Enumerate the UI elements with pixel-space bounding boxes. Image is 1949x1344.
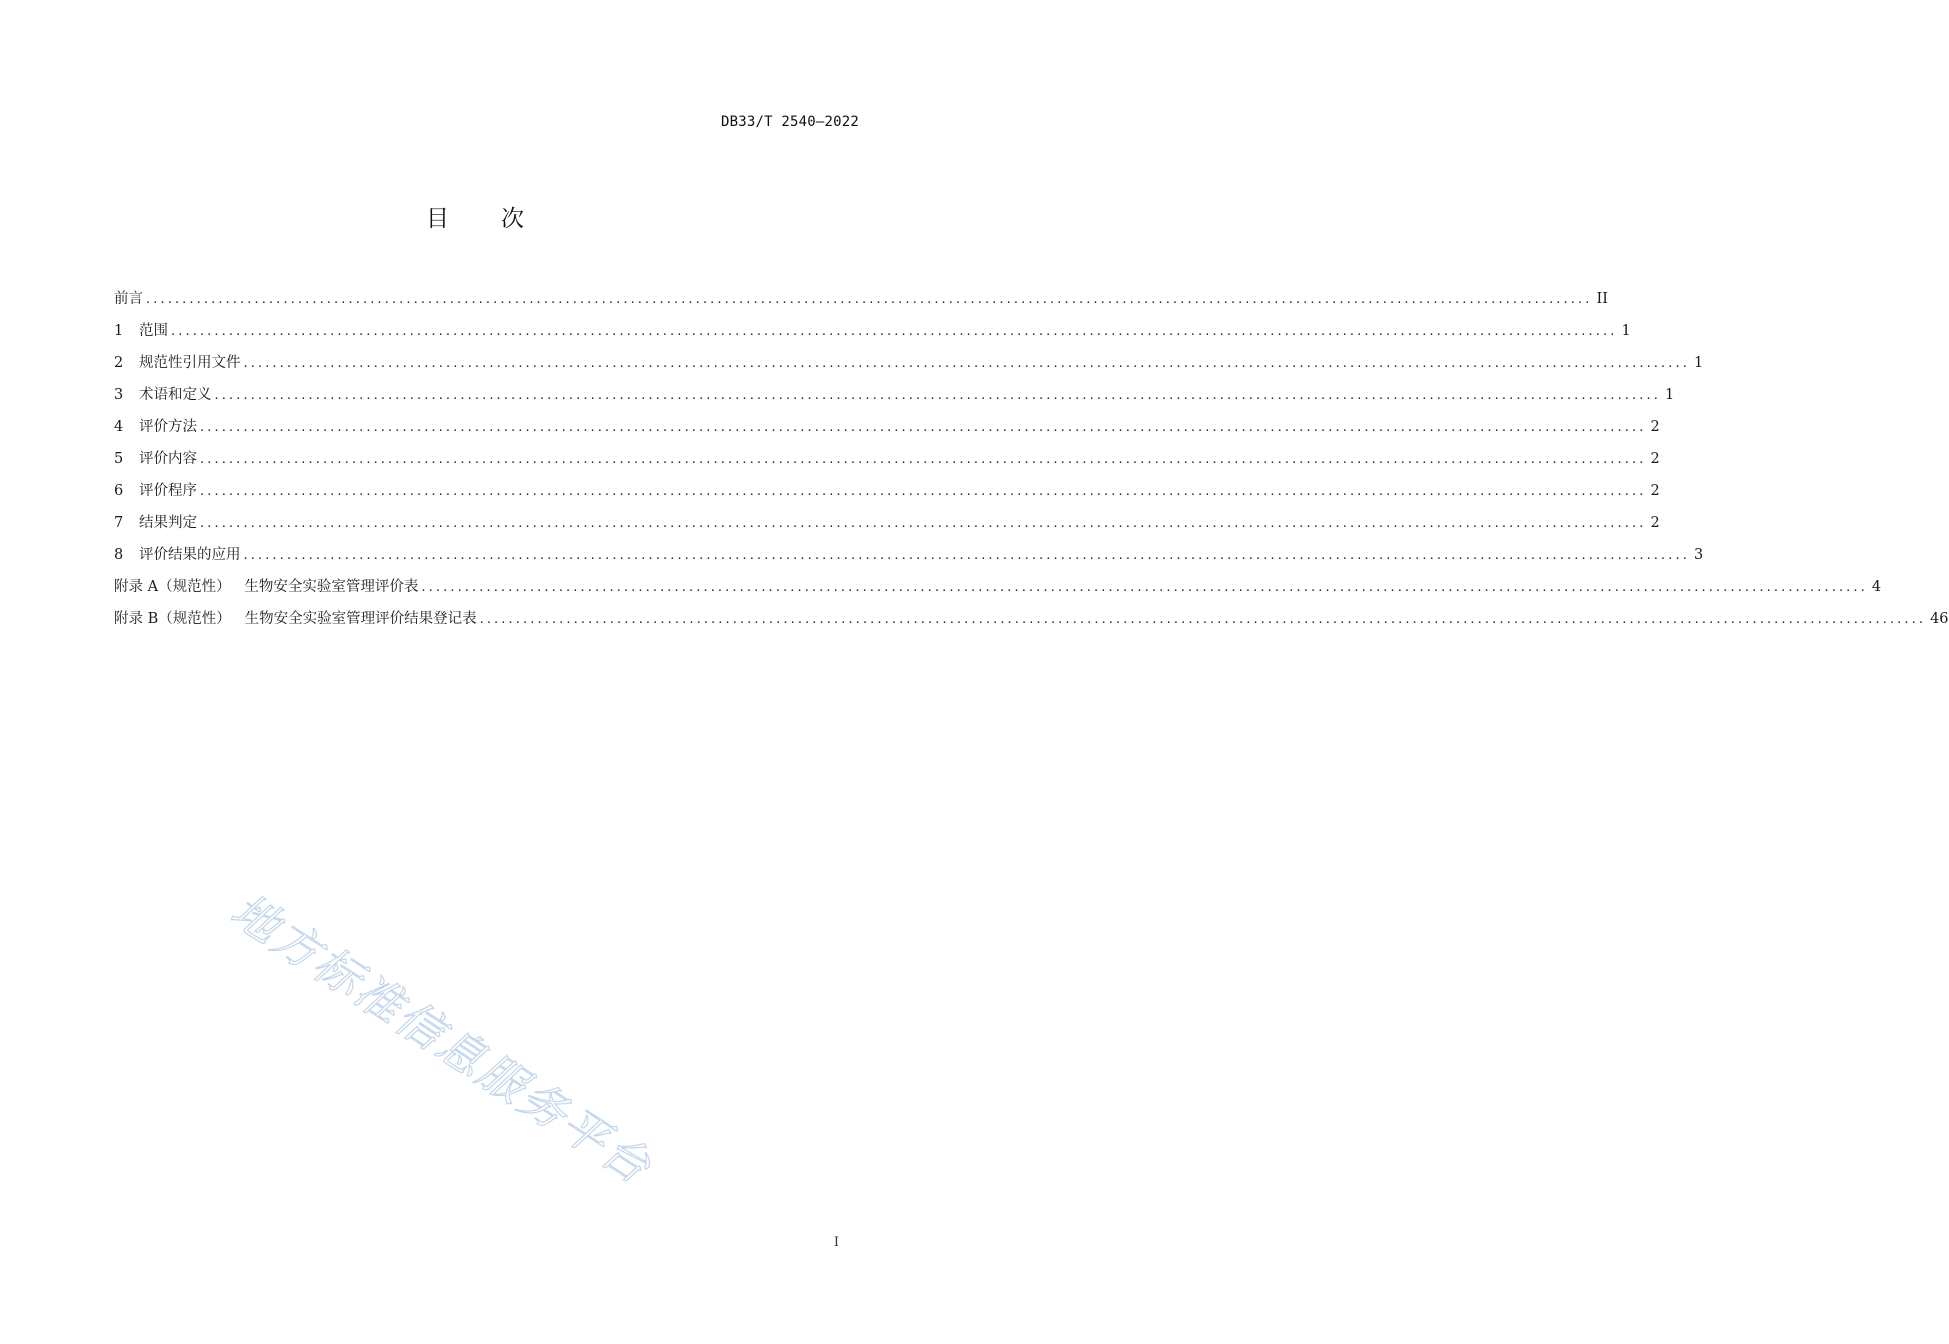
- toc-entry-appendix-a[interactable]: [114, 575, 1882, 607]
- toc-entry-number: 6: [114, 483, 124, 499]
- toc-leader-dots: ........................................................................................................................................................................................................: [479, 612, 1927, 627]
- toc-entry-8[interactable]: [114, 543, 1704, 575]
- toc-entry-page: 1: [1621, 323, 1631, 339]
- toc-entry-appendix-b[interactable]: [114, 607, 1949, 639]
- toc-entry-label: 评价方法: [139, 419, 197, 435]
- toc-entry-label: 规范性引用文件: [139, 355, 241, 371]
- page-title-char-2: 次: [501, 206, 524, 232]
- toc-entry-2[interactable]: [114, 351, 1704, 383]
- toc-leader-dots: ........................................................................................................................................................................................................: [146, 292, 1593, 307]
- toc-entry-7[interactable]: [114, 511, 1660, 543]
- toc-entry-label: 评价内容: [139, 451, 197, 467]
- toc-entry-3[interactable]: [114, 383, 1675, 415]
- toc-leader-dots: ........................................................................................................................................................................................................: [243, 356, 1690, 371]
- page-title-char-1: 目: [426, 206, 449, 232]
- toc-entry-page: 2: [1650, 419, 1660, 435]
- toc-entry-label: 范围: [139, 323, 168, 339]
- toc-entry-page: 46: [1930, 611, 1949, 627]
- table-of-contents: [114, 287, 1949, 639]
- toc-entry-page: 1: [1693, 355, 1704, 371]
- standard-code: DB33/T 2540—2022: [720, 114, 859, 130]
- toc-entry-number: 7: [114, 515, 124, 531]
- toc-entry-number: 3: [114, 387, 124, 403]
- toc-entry-number: 1: [114, 323, 124, 339]
- toc-entry-label: 术语和定义: [139, 387, 212, 403]
- toc-entry-number: 8: [114, 547, 124, 563]
- toc-entry-label: 附录 A（规范性） 生物安全实验室管理评价表: [114, 579, 419, 595]
- toc-entry-5[interactable]: [114, 447, 1660, 479]
- toc-entry-foreword[interactable]: [114, 287, 1608, 319]
- toc-entry-page: 2: [1650, 483, 1660, 499]
- toc-leader-dots: ........................................................................................................................................................................................................: [243, 548, 1690, 563]
- toc-entry-label: 评价结果的应用: [139, 547, 241, 563]
- toc-entry-label: 附录 B（规范性） 生物安全实验室管理评价结果登记表: [114, 611, 477, 627]
- toc-entry-label: 评价程序: [139, 483, 197, 499]
- toc-leader-dots: ........................................................................................................................................................................................................: [200, 420, 1647, 435]
- toc-entry-6[interactable]: [114, 479, 1660, 511]
- toc-entry-label: 结果判定: [139, 515, 197, 531]
- toc-leader-dots: ........................................................................................................................................................................................................: [200, 452, 1647, 467]
- toc-leader-dots: ........................................................................................................................................................................................................: [214, 388, 1661, 403]
- toc-entry-4[interactable]: [114, 415, 1660, 447]
- toc-entry-number: 5: [114, 451, 124, 467]
- watermark: 地方标准信息服务平台: [221, 882, 663, 1196]
- toc-leader-dots: ........................................................................................................................................................................................................: [200, 516, 1647, 531]
- toc-entry-page: 3: [1693, 547, 1704, 563]
- footer-page-number: I: [833, 1235, 839, 1250]
- toc-entry-label: 前言: [114, 291, 143, 307]
- toc-entry-number: 4: [114, 419, 124, 435]
- toc-entry-page: 1: [1664, 387, 1675, 403]
- toc-entry-page: 2: [1650, 451, 1660, 467]
- toc-leader-dots: ........................................................................................................................................................................................................: [171, 324, 1618, 339]
- toc-entry-page: II: [1596, 291, 1608, 307]
- toc-entry-page: 2: [1650, 515, 1660, 531]
- toc-leader-dots: ........................................................................................................................................................................................................: [200, 484, 1647, 499]
- toc-entry-number: 2: [114, 355, 124, 371]
- toc-entry-1[interactable]: [114, 319, 1631, 351]
- toc-leader-dots: ........................................................................................................................................................................................................: [421, 580, 1868, 595]
- page-title: [0, 200, 950, 233]
- toc-entry-page: 4: [1871, 579, 1882, 595]
